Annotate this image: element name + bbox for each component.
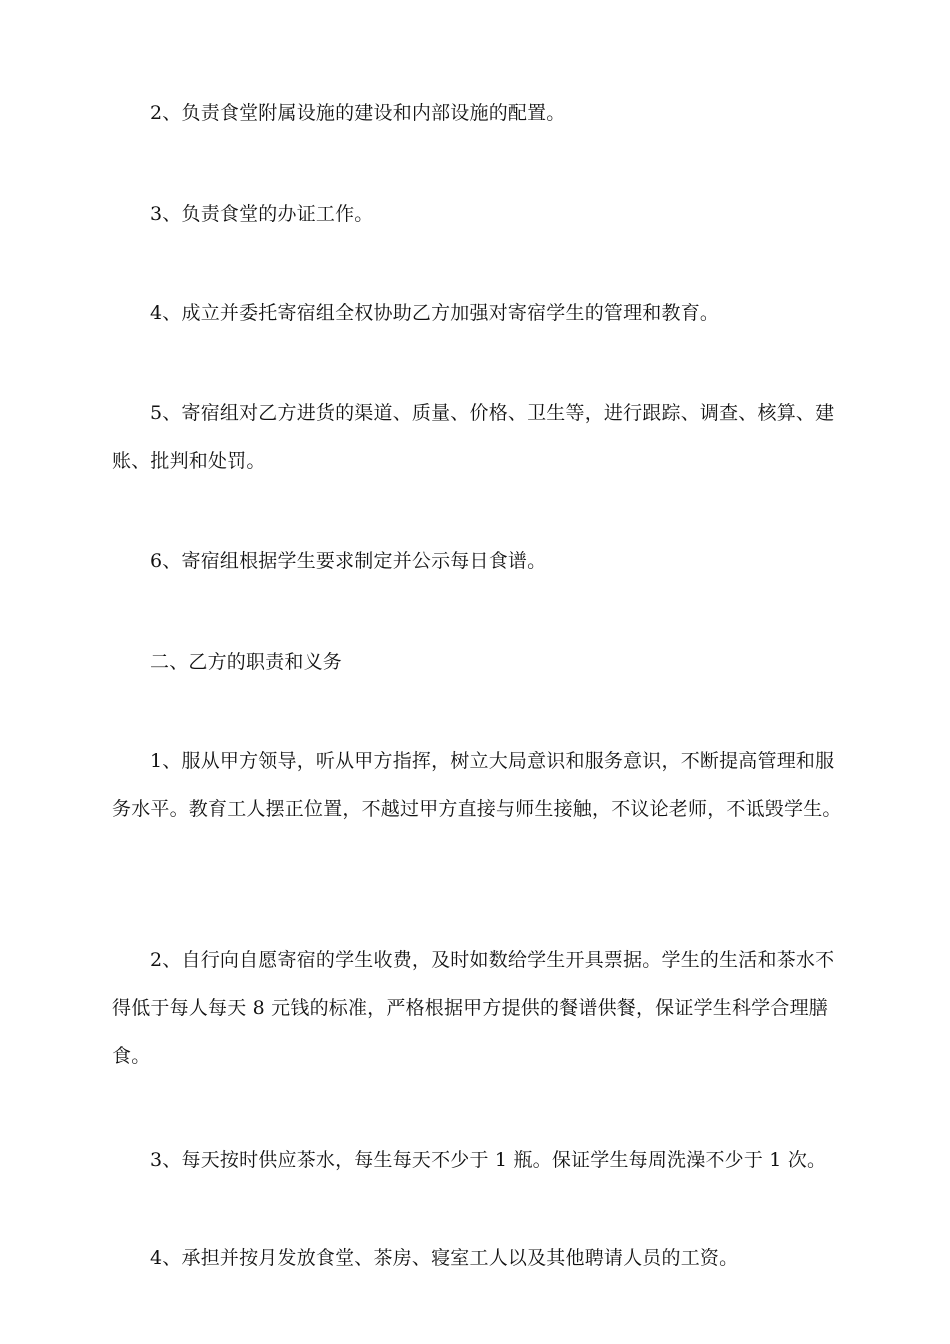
paragraph-item-1-obey xyxy=(112,737,842,833)
paragraph-item-2-facilities xyxy=(112,89,842,137)
paragraph-item-2-fees xyxy=(112,936,842,1080)
section-heading-text: 二、乙方的职责和义务 xyxy=(150,651,343,673)
paragraph-line: 4、成立并委托寄宿组全权协助乙方加强对寄宿学生的管理和教育。 xyxy=(150,302,720,324)
paragraph-line: 3、负责食堂的办证工作。 xyxy=(150,203,374,225)
paragraph-item-4-wages xyxy=(112,1234,842,1282)
paragraph-line: 食。 xyxy=(112,1045,151,1067)
paragraph-line: 6、寄宿组根据学生要求制定并公示每日食谱。 xyxy=(150,550,547,572)
paragraph-line: 1、服从甲方领导，听从甲方指挥，树立大局意识和服务意识，不断提高管理和服 xyxy=(150,750,835,772)
paragraph-line: 2、自行向自愿寄宿的学生收费，及时如数给学生开具票据。学生的生活和茶水不 xyxy=(150,949,835,971)
section-heading-party-b xyxy=(112,638,842,686)
paragraph-item-4-boarding-group xyxy=(112,289,842,337)
paragraph-line: 4、承担并按月发放食堂、茶房、寝室工人以及其他聘请人员的工资。 xyxy=(150,1247,739,1269)
paragraph-line: 3、每天按时供应茶水，每生每天不少于 1 瓶。保证学生每周洗澡不少于 1 次。 xyxy=(150,1149,827,1171)
paragraph-line: 账、批判和处罚。 xyxy=(112,450,266,472)
paragraph-item-3-tea-water xyxy=(112,1136,842,1184)
paragraph-item-3-license xyxy=(112,190,842,238)
paragraph-line: 2、负责食堂附属设施的建设和内部设施的配置。 xyxy=(150,102,566,124)
paragraph-line: 5、寄宿组对乙方进货的渠道、质量、价格、卫生等，进行跟踪、调查、核算、建 xyxy=(150,402,835,424)
paragraph-line: 得低于每人每天 8 元钱的标准，严格根据甲方提供的餐谱供餐，保证学生科学合理膳 xyxy=(112,997,828,1019)
paragraph-item-5-procurement xyxy=(112,389,842,485)
paragraph-line: 务水平。教育工人摆正位置，不越过甲方直接与师生接触，不议论老师，不诋毁学生。 xyxy=(112,798,842,820)
paragraph-item-6-menu xyxy=(112,537,842,585)
